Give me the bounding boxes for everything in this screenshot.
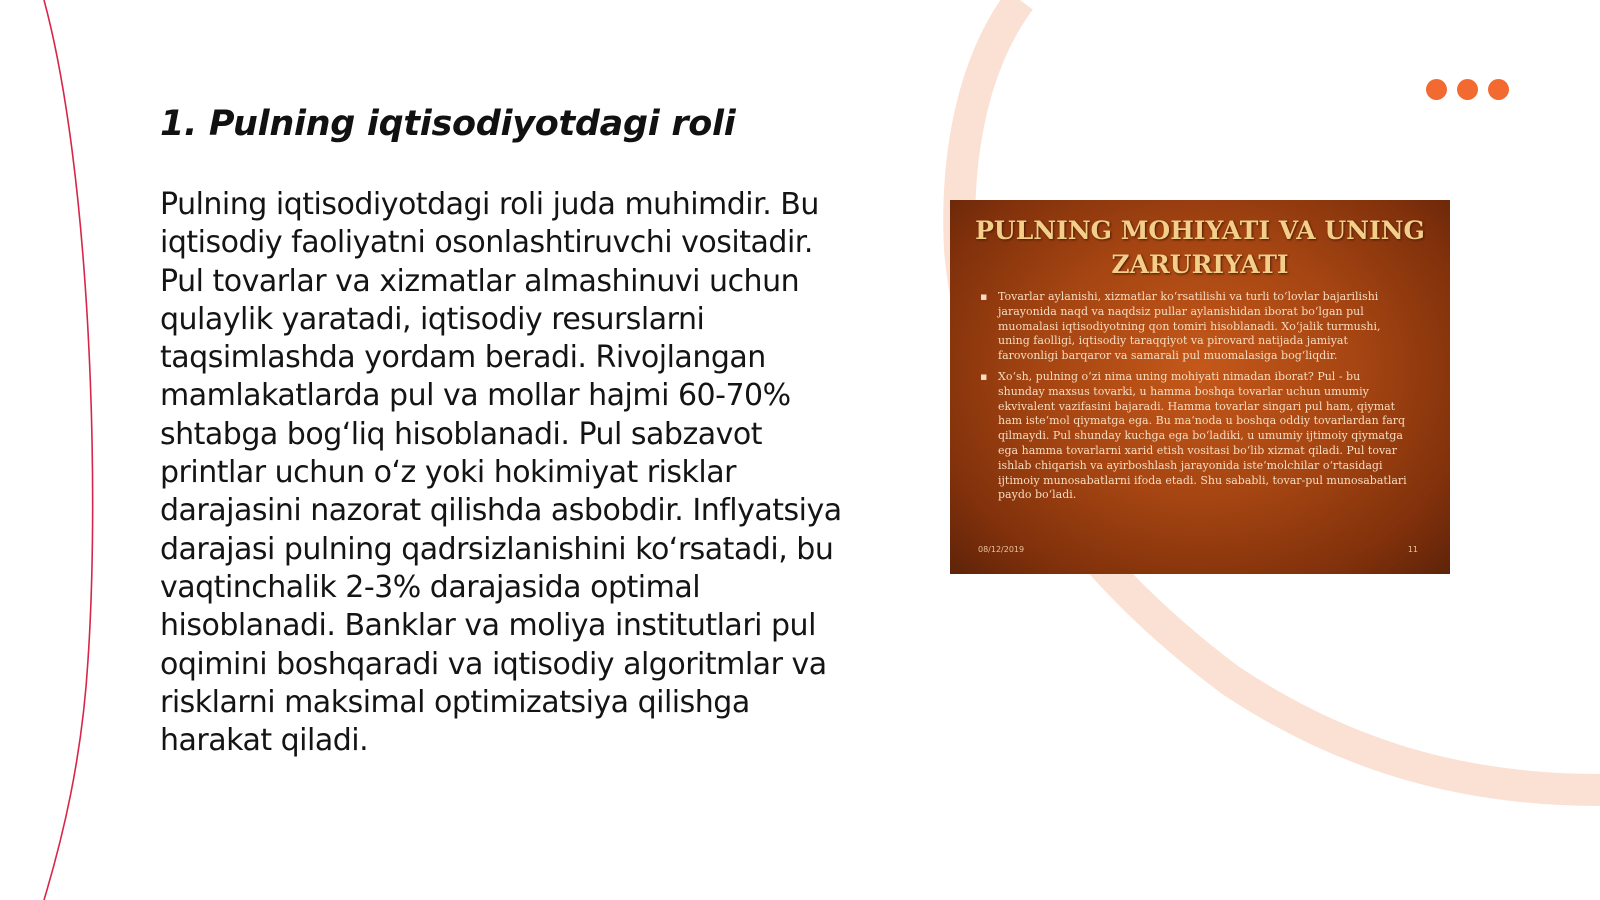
image-title: PULNING MOHIYATI VA UNING ZARURIYATI xyxy=(975,216,1425,279)
image-bullet-list xyxy=(980,290,1410,509)
decorative-dots xyxy=(1426,79,1516,101)
slide-body-text: Pulning iqtisodiyotdagi roli juda muhimdir. Bu iqtisodiy faoliyatni osonlashtiruvchi vositadir. Pul tovarlar va xizmatlar almashinuvi uchun qulaylik yaratadi, iqtisodiy resurslarni taqsimlashda yordam beradi. Rivojlangan mamlakatlarda pul va mollar hajmi 60-70% shtabga bog‘liq hisoblanadi. Pul sabzavot printlar uchun o‘z yoki hokimiyat risklar darajasini nazorat qilishda asbobdir. Inflyatsiya darajasi pulning qadrsizlanishini ko‘rsatadi, bu vaqtinchalik 2-3% darajasida optimal hisoblanadi. Banklar va moliya institutlari pul oqimini boshqaradi va iqtisodiy algoritmlar va risklarni maksimal optimizatsiya qilishga harakat qiladi. xyxy=(160,187,842,759)
image-bullet xyxy=(980,370,1410,503)
image-bullet xyxy=(980,290,1410,364)
dot xyxy=(1457,79,1478,100)
bullet-icon: ▪ xyxy=(980,290,988,303)
image-bullet-text: Tovarlar aylanishi, xizmatlar ko‘rsatilishi va turli to‘lovlar bajarilishi jarayonida naqd va naqdsiz pullar aylanishidan iborat bo‘lgan pul muomalasi iqtisodiyotning qon tomiri hisoblanadi. Xo‘jalik turmushi, uning faolligi, iqtisodiy taraqqiyot va pirovard natijada jamiyat farovonligi barqaror va samarali pul muomalasiga bog‘liqdir. xyxy=(998,290,1381,363)
image-bullet-text: Xo‘sh, pulning o‘zi nima uning mohiyati nimadan iborat? Pul - bu shunday maxsus tovarki, u hamma boshqa tovarlar uchun umumiy ekvivalent vazifasini bajaradi. Hamma tovarlar singari pul ham, qiymat ham iste‘mol qiymatga ega. Bu ma‘noda u boshqa oddiy tovarlardan farq qilmaydi. Pul shunday kuchga ega bo‘ladiki, u umumiy ijtimoiy qiymatga ega hamma tovarlarni xarid etish vositasi bo‘lib xizmat qiladi. Pul tovar ishlab chiqarish va ayirboshlash jarayonida iste‘molchilar o‘rtasidagi ijtimoiy munosabatlarni ifoda etadi. Shu sababli, tovar-pul munosabatlari paydo bo‘ladi. xyxy=(998,369,1407,502)
bullet-icon: ▪ xyxy=(980,369,988,383)
image-footer-page: 11 xyxy=(1407,545,1418,554)
image-footer-date: 08/12/2019 xyxy=(978,545,1025,554)
dot xyxy=(1488,79,1509,100)
slide-title: 1. Pulning iqtisodiyotdagi roli xyxy=(160,104,736,144)
decorative-left-line xyxy=(44,0,93,900)
embedded-slide-image xyxy=(950,200,1450,574)
dot xyxy=(1426,79,1447,100)
